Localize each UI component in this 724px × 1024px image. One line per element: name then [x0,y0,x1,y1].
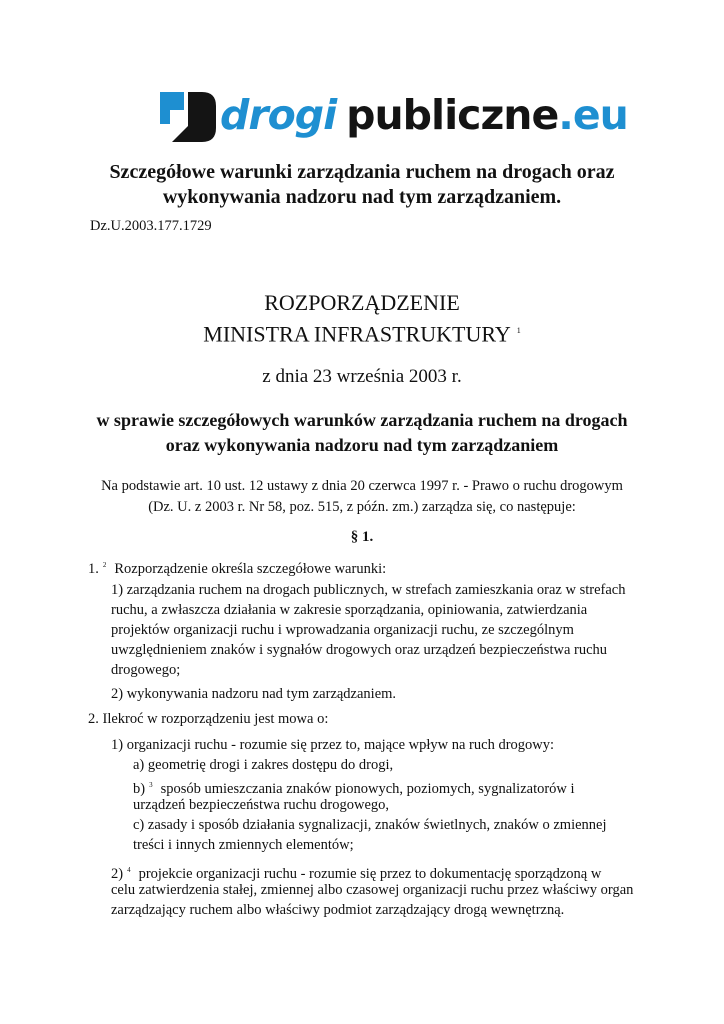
p2-item1-b-prefix: b) [133,780,146,797]
document-title [62,160,662,210]
paragraph-1-number: 1. [88,560,99,577]
journal-reference: Dz.U.2003.177.1729 [90,218,212,234]
footnote-ref-1[interactable]: 1 [516,326,521,335]
p2-item1: 1) organizacji ruchu - rozumie się przez to, mające wpływ na ruch drogowy: [111,737,555,753]
act-date: z dnia 23 września 2003 r. [262,366,462,387]
document-title-line2: wykonywania nadzoru nad tym zarządzaniem. [162,186,562,208]
logo-text [220,90,628,139]
footnote-ref-3[interactable]: 3 [149,781,153,789]
paragraph-1-intro [88,555,386,579]
footnote-ref-4[interactable]: 4 [127,866,131,874]
section-heading: § 1. [350,529,374,545]
legal-basis-line1: Na podstawie art. 10 ust. 12 ustawy z dnia 20 czerwca 1997 r. - Prawo o ruchu drogowym [101,478,623,494]
footnote-ref-2[interactable]: 2 [102,561,107,569]
p2-item2-prefix: 2) [111,865,124,882]
logo-text-drogi: drogi [220,90,337,139]
act-type: ROZPORZĄDZENIE [264,290,460,315]
act-issuer [0,317,724,348]
logo-text-eu: .eu [558,90,628,139]
p2-item2-line2: celu zatwierdzenia stałej, zmiennej albo czasowej organizacji ruchu przez właściwy organ [111,882,634,898]
site-logo[interactable] [158,86,628,146]
act-heading [0,289,724,348]
p1-item1-line4: uwzględnieniem znaków i sygnałów drogowych oraz urządzeń bezpieczeństwa ruchu [111,642,608,658]
road-sign-logo-icon [158,88,218,144]
logo-text-publiczne: publiczne [346,90,559,139]
legal-basis-line2: (Dz. U. z 2003 r. Nr 58, poz. 515, z późn. zm.) zarządza się, co następuje: [148,499,576,515]
p1-item1-line5: drogowego; [111,662,181,678]
p2-item1-c-line2: treści i innych zmiennych elementów; [133,837,354,853]
document-title-line1: Szczegółowe warunki zarządzania ruchem na drogach oraz [109,161,615,183]
paragraph-1-intro-text: Rozporządzenie określa szczegółowe warunki: [114,560,387,577]
p2-item1-c-line1: c) zasady i sposób działania sygnalizacji, znaków świetlnych, znaków o zmiennej [133,817,607,833]
act-subject-line2: oraz wykonywania nadzoru nad tym zarządzaniem [165,435,559,455]
p1-item1-line3: projektów organizacji ruchu i wprowadzania organizacji ruchu, ze szczególnym [111,622,574,638]
paragraph-2-intro: 2. Ilekroć w rozporządzeniu jest mowa o: [88,711,329,727]
act-issuer-text: MINISTRA INFRASTRUKTURY [203,321,511,347]
act-subject-line1: w sprawie szczegółowych warunków zarządzania ruchem na drogach [96,410,628,430]
p2-item1-b-line2: urządzeń bezpieczeństwa ruchu drogowego, [133,797,390,813]
legal-basis [62,476,662,518]
p1-item2: 2) wykonywania nadzoru nad tym zarządzaniem. [111,686,397,702]
p2-item1-b-text: sposób umieszczania znaków pionowych, poziomych, sygnalizatorów i [160,780,575,797]
p1-item1-line1: 1) zarządzania ruchem na drogach publicznych, w strefach zamieszkania oraz w strefach [111,582,626,598]
p2-item1-a: a) geometrię drogi i zakres dostępu do drogi, [133,757,394,773]
act-subject [62,408,662,458]
p2-item2-text: projekcie organizacji ruchu - rozumie się przez to dokumentację sporządzoną w [138,865,602,882]
p2-item2-line3: zarządzający ruchem albo właściwy podmiot zarządzający drogą wewnętrzną. [111,902,565,918]
p1-item1-line2: ruchu, a zwłaszcza działania w zakresie sporządzania, opiniowania, zatwierdzania [111,602,588,618]
